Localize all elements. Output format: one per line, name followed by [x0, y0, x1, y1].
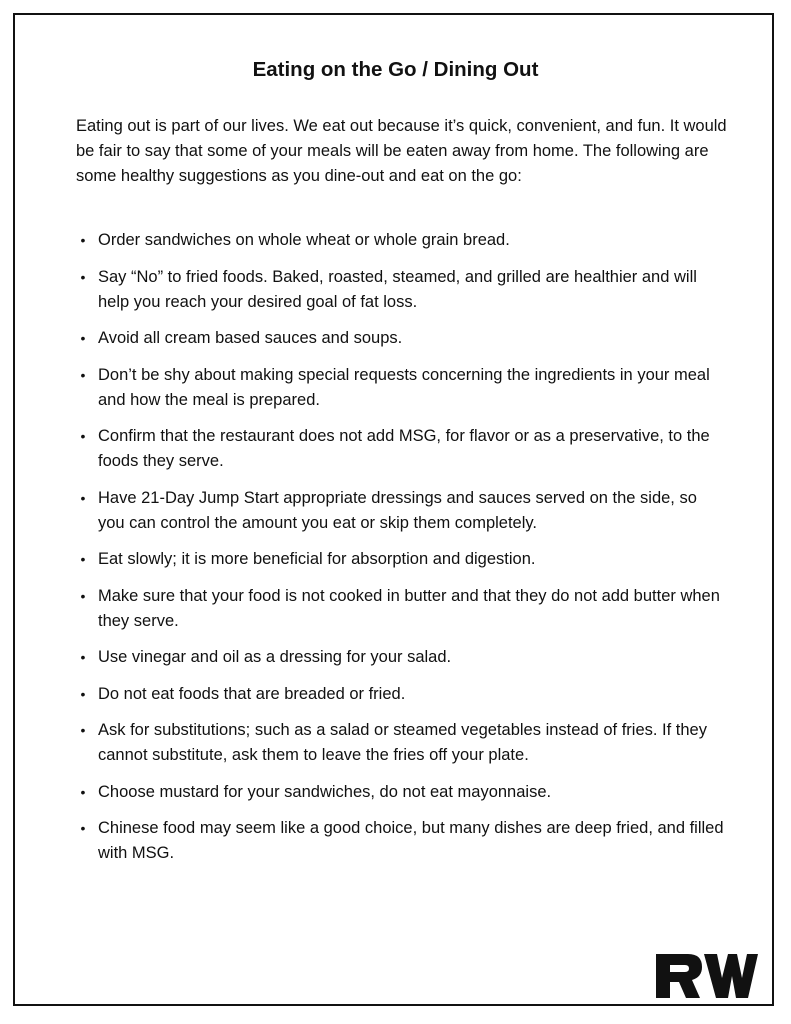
tip-text: Use vinegar and oil as a dressing for your salad. — [98, 648, 452, 666]
rw-logo-icon — [654, 952, 760, 1000]
tip-text: Choose mustard for your sandwiches, do not eat mayonnaise. — [98, 782, 552, 801]
tip-text: Order sandwiches on whole wheat or whole grain bread. — [98, 231, 510, 249]
bullet-icon: • — [80, 587, 86, 604]
tip-text: Don’t be shy about making special requests concerning the ingredients in your meal and how the meal is prepared. — [98, 365, 710, 409]
logo-letter-r — [656, 954, 702, 998]
bullet-icon: • — [80, 330, 86, 346]
page-title: Eating on the Go / Dining Out — [252, 58, 539, 81]
bullet-icon: • — [80, 783, 86, 800]
bullet-icon: • — [80, 649, 86, 665]
bullet-icon: • — [80, 820, 86, 836]
list-item — [76, 780, 726, 805]
tip-text: Avoid all cream based sauces and soups. — [98, 329, 403, 347]
list-item — [76, 326, 726, 351]
tip-text: Chinese food may seem like a good choice, but many dishes are deep fried, and filled with MSG. — [98, 819, 724, 862]
list-item — [76, 265, 726, 315]
bullet-icon: • — [80, 489, 86, 506]
list-item — [76, 645, 726, 670]
list-item — [76, 228, 726, 253]
list-item — [76, 486, 726, 536]
list-item — [76, 424, 726, 474]
tip-text: Confirm that the restaurant does not add MSG, for flavor or as a preservative, to the foods they serve. — [98, 427, 710, 470]
tip-text: Ask for substitutions; such as a salad or steamed vegetables instead of fries. If they cannot substitute, ask them to leave the fries off your plate. — [98, 721, 707, 764]
tip-text: Have 21-Day Jump Start appropriate dressings and sauces served on the side, so you can control the amount you eat or skip them completely. — [98, 488, 697, 532]
tips-list — [76, 228, 726, 878]
list-item — [76, 816, 726, 866]
list-item — [76, 682, 726, 707]
bullet-icon: • — [80, 268, 86, 285]
tip-text: Do not eat foods that are breaded or fried. — [98, 684, 406, 703]
bullet-icon: • — [80, 428, 86, 444]
bullet-icon: • — [80, 685, 86, 702]
bullet-icon: • — [80, 232, 86, 248]
list-item — [76, 718, 726, 768]
bullet-icon: • — [80, 551, 86, 567]
intro-paragraph: Eating out is part of our lives. We eat out because it’s quick, convenient, and fun. It would be fair to say that some of your meals will be eaten away from home. The following are some healthy suggestions as you dine-out and eat on the go: — [76, 117, 727, 185]
bullet-icon: • — [80, 366, 86, 383]
list-item — [76, 584, 726, 634]
logo-letter-w — [704, 954, 758, 998]
tip-text: Say “No” to fried foods. Baked, roasted, steamed, and grilled are healthier and will help you reach your desired goal of fat loss. — [98, 267, 697, 311]
tip-text: Make sure that your food is not cooked in butter and that they do not add butter when they serve. — [98, 586, 720, 630]
list-item — [76, 363, 726, 413]
tip-text: Eat slowly; it is more beneficial for absorption and digestion. — [98, 550, 536, 568]
bullet-icon: • — [80, 722, 86, 738]
list-item — [76, 547, 726, 572]
